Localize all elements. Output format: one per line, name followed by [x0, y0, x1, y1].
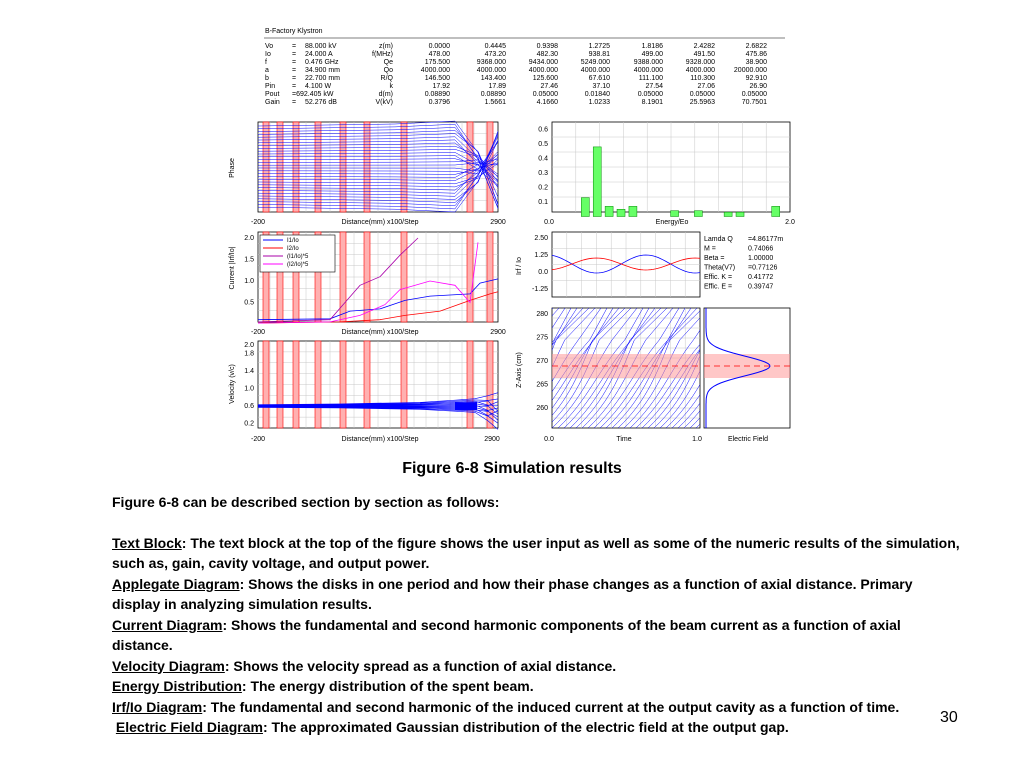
cavity-results-table [372, 43, 767, 106]
velocity-xlabel: Distance(mm) x100/Step [341, 436, 419, 443]
cell-value: 1.8186 [641, 43, 663, 50]
cell-value: 0.0000 [428, 43, 450, 50]
figure-caption: Figure 6-8 Simulation results [402, 460, 622, 477]
cell-value: 0.3796 [428, 99, 450, 106]
y-tick: 2.0 [244, 235, 254, 242]
y-tick: 1.5 [244, 256, 254, 264]
y-tick: 1.8 [244, 350, 254, 358]
velocity-ylabel: Velocity (v/c) [229, 364, 236, 404]
cell-value: 9388.000 [633, 59, 663, 66]
item-current: Current Diagram: Shows the fundamental and second harmonic components of the beam current as a function of axial distance. [112, 616, 901, 653]
info-value: 0.41772 [748, 274, 774, 281]
cell-value: 143.400 [480, 75, 506, 82]
cell-value: 499.00 [641, 51, 663, 58]
term-irf: Irf/Io Diagram [112, 698, 203, 715]
term-text-block: Text Block [112, 534, 182, 551]
applegate-xlabel: Distance(mm) x100/Step [341, 219, 419, 226]
current-xmin: -200 [250, 329, 266, 336]
energy-bar [772, 206, 780, 216]
intro-text: Figure 6-8 can be described section by section as follows: [112, 494, 500, 510]
y-tick: 275 [536, 334, 548, 342]
param-value: 24.000 A [305, 51, 333, 58]
cell-value: 0.05000 [532, 91, 558, 98]
cell-value: 92.910 [745, 75, 767, 82]
cell-value: 4000.000 [420, 67, 450, 74]
zaxis-xlabel: Time [616, 436, 632, 443]
param-eq: = [292, 43, 297, 50]
info-value: 1.00000 [748, 255, 774, 262]
cell-value: 4000.000 [685, 67, 715, 74]
cell-value: 25.5963 [689, 99, 715, 106]
figure-header: B-Factory Klystron [265, 28, 323, 35]
figure-description [112, 492, 962, 738]
cell-value: 17.89 [488, 83, 506, 90]
param-name: Pout [265, 91, 280, 98]
info-label: Effic. K = [704, 274, 733, 281]
param-name: f [265, 59, 267, 66]
cell-value: 0.4445 [484, 43, 506, 50]
current-xlabel: Distance(mm) x100/Step [341, 329, 419, 336]
applegate-xmin: -200 [250, 219, 266, 226]
row-label: z(m) [379, 43, 393, 50]
y-tick: 1.0 [244, 278, 254, 285]
y-tick: 270 [536, 358, 548, 365]
cell-value: 0.9398 [536, 43, 558, 50]
info-label: Beta = [704, 255, 725, 262]
y-tick: 0.3 [538, 170, 548, 177]
zaxis-xmin: 0.0 [544, 436, 554, 443]
legend-i1x5: (I1/Io)*5 [287, 254, 309, 260]
zaxis-xmax: 1.0 [692, 436, 702, 443]
param-eq: = [292, 99, 297, 106]
y-tick: 0.5 [538, 141, 548, 148]
y-tick: 0.4 [538, 155, 548, 163]
y-tick: 1.25 [534, 252, 548, 259]
y-tick: 1.0 [244, 385, 254, 393]
legend-i2x5: (I2/Io)*5 [287, 262, 309, 268]
cell-value: 482.30 [536, 51, 558, 58]
y-tick: 0.6 [538, 126, 548, 134]
cell-value: 0.05000 [689, 91, 715, 98]
energy-bar [617, 209, 625, 216]
y-tick: 1.4 [244, 368, 254, 376]
cell-value: 9434.000 [528, 59, 558, 66]
term-energy: Energy Distribution [112, 678, 242, 694]
row-label: R/Q [380, 75, 393, 82]
info-value: 0.39747 [748, 283, 774, 291]
param-eq: =692.405 kW [292, 91, 334, 98]
efield-xlabel: Electric Field [727, 436, 769, 443]
current-diagram [229, 232, 506, 336]
energy-bar [736, 212, 744, 216]
param-eq: = [292, 75, 297, 82]
cell-value: 20000.000 [733, 67, 767, 74]
item-efield: Electric Field Diagram: The approximated Gaussian distribution of the electric field at the output gap. [115, 719, 789, 735]
y-tick: 260 [536, 405, 548, 412]
cell-value: 27.46 [540, 83, 558, 90]
y-tick: -1.25 [532, 286, 548, 293]
row-label: Qe [383, 59, 393, 66]
cell-value: 1.0233 [588, 99, 610, 106]
info-value: =4.86177m [748, 236, 784, 243]
y-tick: 2.50 [534, 235, 548, 242]
zaxis-ylabel: Z-Axis (cm) [516, 352, 523, 388]
input-parameters [265, 43, 340, 106]
row-label: V(kV) [375, 99, 393, 106]
cell-value: 27.54 [645, 83, 663, 90]
info-label: M = [704, 245, 716, 253]
param-eq: = [292, 83, 297, 90]
param-value: 22.700 mm [305, 75, 341, 82]
term-velocity: Velocity Diagram [112, 657, 225, 674]
cell-value: 9368.000 [476, 59, 506, 66]
velocity-diagram [229, 341, 500, 443]
item-applegate: Applegate Diagram: Shows the disks in one period and how their phase changes as a function of axial distance. Primary display in analyzing simulation results. [112, 575, 913, 612]
y-tick: 0.2 [538, 184, 548, 192]
item-text-block: Text Block: The text block at the top of the figure shows the user input as well as some of the numeric results of the simulation, such as, gain, cavity voltage, and output power. [112, 534, 960, 571]
current-legend [260, 235, 335, 272]
page-number: 30 [940, 709, 958, 726]
item-energy: Energy Distribution: The energy distribution of the spent beam. [112, 678, 534, 694]
item-velocity: Velocity Diagram: Shows the velocity spread as a function of axial distance. [112, 657, 617, 674]
energy-xmin: 0.0 [544, 219, 554, 226]
cell-value: 37.10 [592, 83, 610, 90]
y-tick: 265 [536, 381, 548, 389]
cell-value: 0.05000 [741, 91, 767, 98]
param-name: Io [265, 51, 271, 58]
cell-value: 0.08890 [424, 91, 450, 98]
cell-value: 2.4282 [693, 43, 715, 50]
cell-value: 5249.000 [580, 59, 610, 66]
row-label: d(m) [378, 91, 393, 98]
legend-i1: I1/Io [287, 238, 299, 244]
param-value: 0.476 GHz [305, 59, 339, 66]
cell-value: 70.7501 [741, 99, 767, 106]
cell-value: 0.01840 [584, 91, 610, 98]
cell-value: 67.610 [588, 75, 610, 82]
cell-value: 4.1660 [536, 99, 558, 106]
energy-xmax: 2.0 [785, 219, 795, 226]
applegate-xmax: 2900 [490, 219, 506, 226]
cell-value: 0.08890 [480, 91, 506, 98]
info-label: Theta(V7) [704, 264, 736, 272]
row-label: f(MHz) [372, 51, 393, 58]
cell-value: 1.5661 [484, 99, 506, 106]
energy-bar [671, 211, 679, 217]
info-label: Effic. E = [704, 283, 733, 291]
info-value: 0.74066 [748, 245, 774, 253]
y-tick: 0.0 [538, 269, 548, 276]
y-tick: 0.6 [244, 403, 254, 411]
term-current: Current Diagram [112, 616, 223, 633]
cell-value: 38.900 [745, 59, 767, 66]
cell-value: 26.90 [749, 83, 767, 90]
term-applegate: Applegate Diagram [112, 575, 240, 592]
cell-value: 478.00 [428, 51, 450, 58]
param-eq: = [292, 67, 297, 74]
param-name: Gain [265, 99, 280, 106]
energy-bar [629, 206, 637, 216]
energy-bar [593, 147, 601, 217]
energy-bar [694, 211, 702, 217]
cell-value: 1.2725 [588, 43, 610, 50]
legend-i2: I2/Io [287, 246, 299, 252]
energy-bar [724, 212, 732, 216]
param-eq: = [292, 51, 297, 58]
cell-value: 111.100 [638, 75, 663, 82]
applegate-ylabel: Phase [229, 158, 236, 178]
cell-value: 17.92 [432, 83, 450, 90]
y-tick: 2.0 [244, 342, 254, 349]
velocity-xmin: -200 [250, 436, 266, 443]
cell-value: 475.86 [745, 51, 767, 58]
info-value: =0.77126 [748, 264, 778, 272]
y-tick: 0.1 [538, 199, 548, 206]
row-label: Qo [383, 67, 393, 74]
info-label: Lamda Q [704, 236, 733, 243]
cell-value: 110.300 [690, 75, 715, 82]
cell-value: 8.1901 [641, 99, 663, 106]
current-xmax: 2900 [490, 329, 506, 336]
current-ylabel: Current |Irf/Io| [229, 246, 236, 290]
param-name: a [265, 67, 269, 74]
cell-value: 2.6822 [745, 43, 767, 50]
param-eq: = [292, 59, 297, 66]
energy-xlabel: Energy/Eo [655, 219, 689, 226]
param-value: 88.000 kV [305, 43, 337, 50]
irf-ylabel: Irf / Io [516, 257, 523, 275]
param-value: 34.900 mm [305, 67, 341, 74]
velocity-xmax: 2900 [484, 436, 500, 443]
y-tick: 0.5 [244, 299, 254, 307]
energy-distribution-chart [538, 122, 795, 226]
cell-value: 4000.000 [633, 67, 663, 74]
cell-value: 146.500 [424, 75, 450, 82]
cell-value: 4000.000 [580, 67, 610, 74]
energy-bar [581, 198, 589, 217]
item-irf: Irf/Io Diagram: The fundamental and second harmonic of the induced current at the output cavity as a function of time. [112, 698, 900, 715]
param-name: Pin [265, 83, 276, 90]
param-value: 4.100 W [305, 83, 332, 90]
electric-field-diagram [704, 308, 790, 443]
param-name: b [265, 75, 269, 82]
energy-bar [605, 206, 613, 216]
cell-value: 9328.000 [685, 59, 715, 66]
term-efield: Electric Field Diagram [115, 719, 263, 735]
param-name: Vo [265, 43, 274, 50]
y-tick: 280 [536, 311, 548, 318]
efficiency-readout [704, 236, 783, 291]
irf-io-diagram [516, 232, 783, 297]
cell-value: 175.500 [424, 59, 450, 66]
cell-value: 27.06 [697, 83, 715, 90]
applegate-diagram [229, 121, 506, 226]
cell-value: 491.50 [693, 51, 715, 58]
row-label: k [389, 83, 393, 90]
cell-value: 4000.000 [476, 67, 506, 74]
cell-value: 473.20 [484, 51, 506, 58]
cell-value: 938.81 [588, 51, 610, 58]
cell-value: 4000.000 [528, 67, 558, 74]
y-tick: 0.2 [244, 420, 254, 428]
cell-value: 0.05000 [637, 91, 663, 98]
cell-value: 125.600 [532, 75, 558, 82]
param-value: 52.276 dB [305, 99, 337, 106]
